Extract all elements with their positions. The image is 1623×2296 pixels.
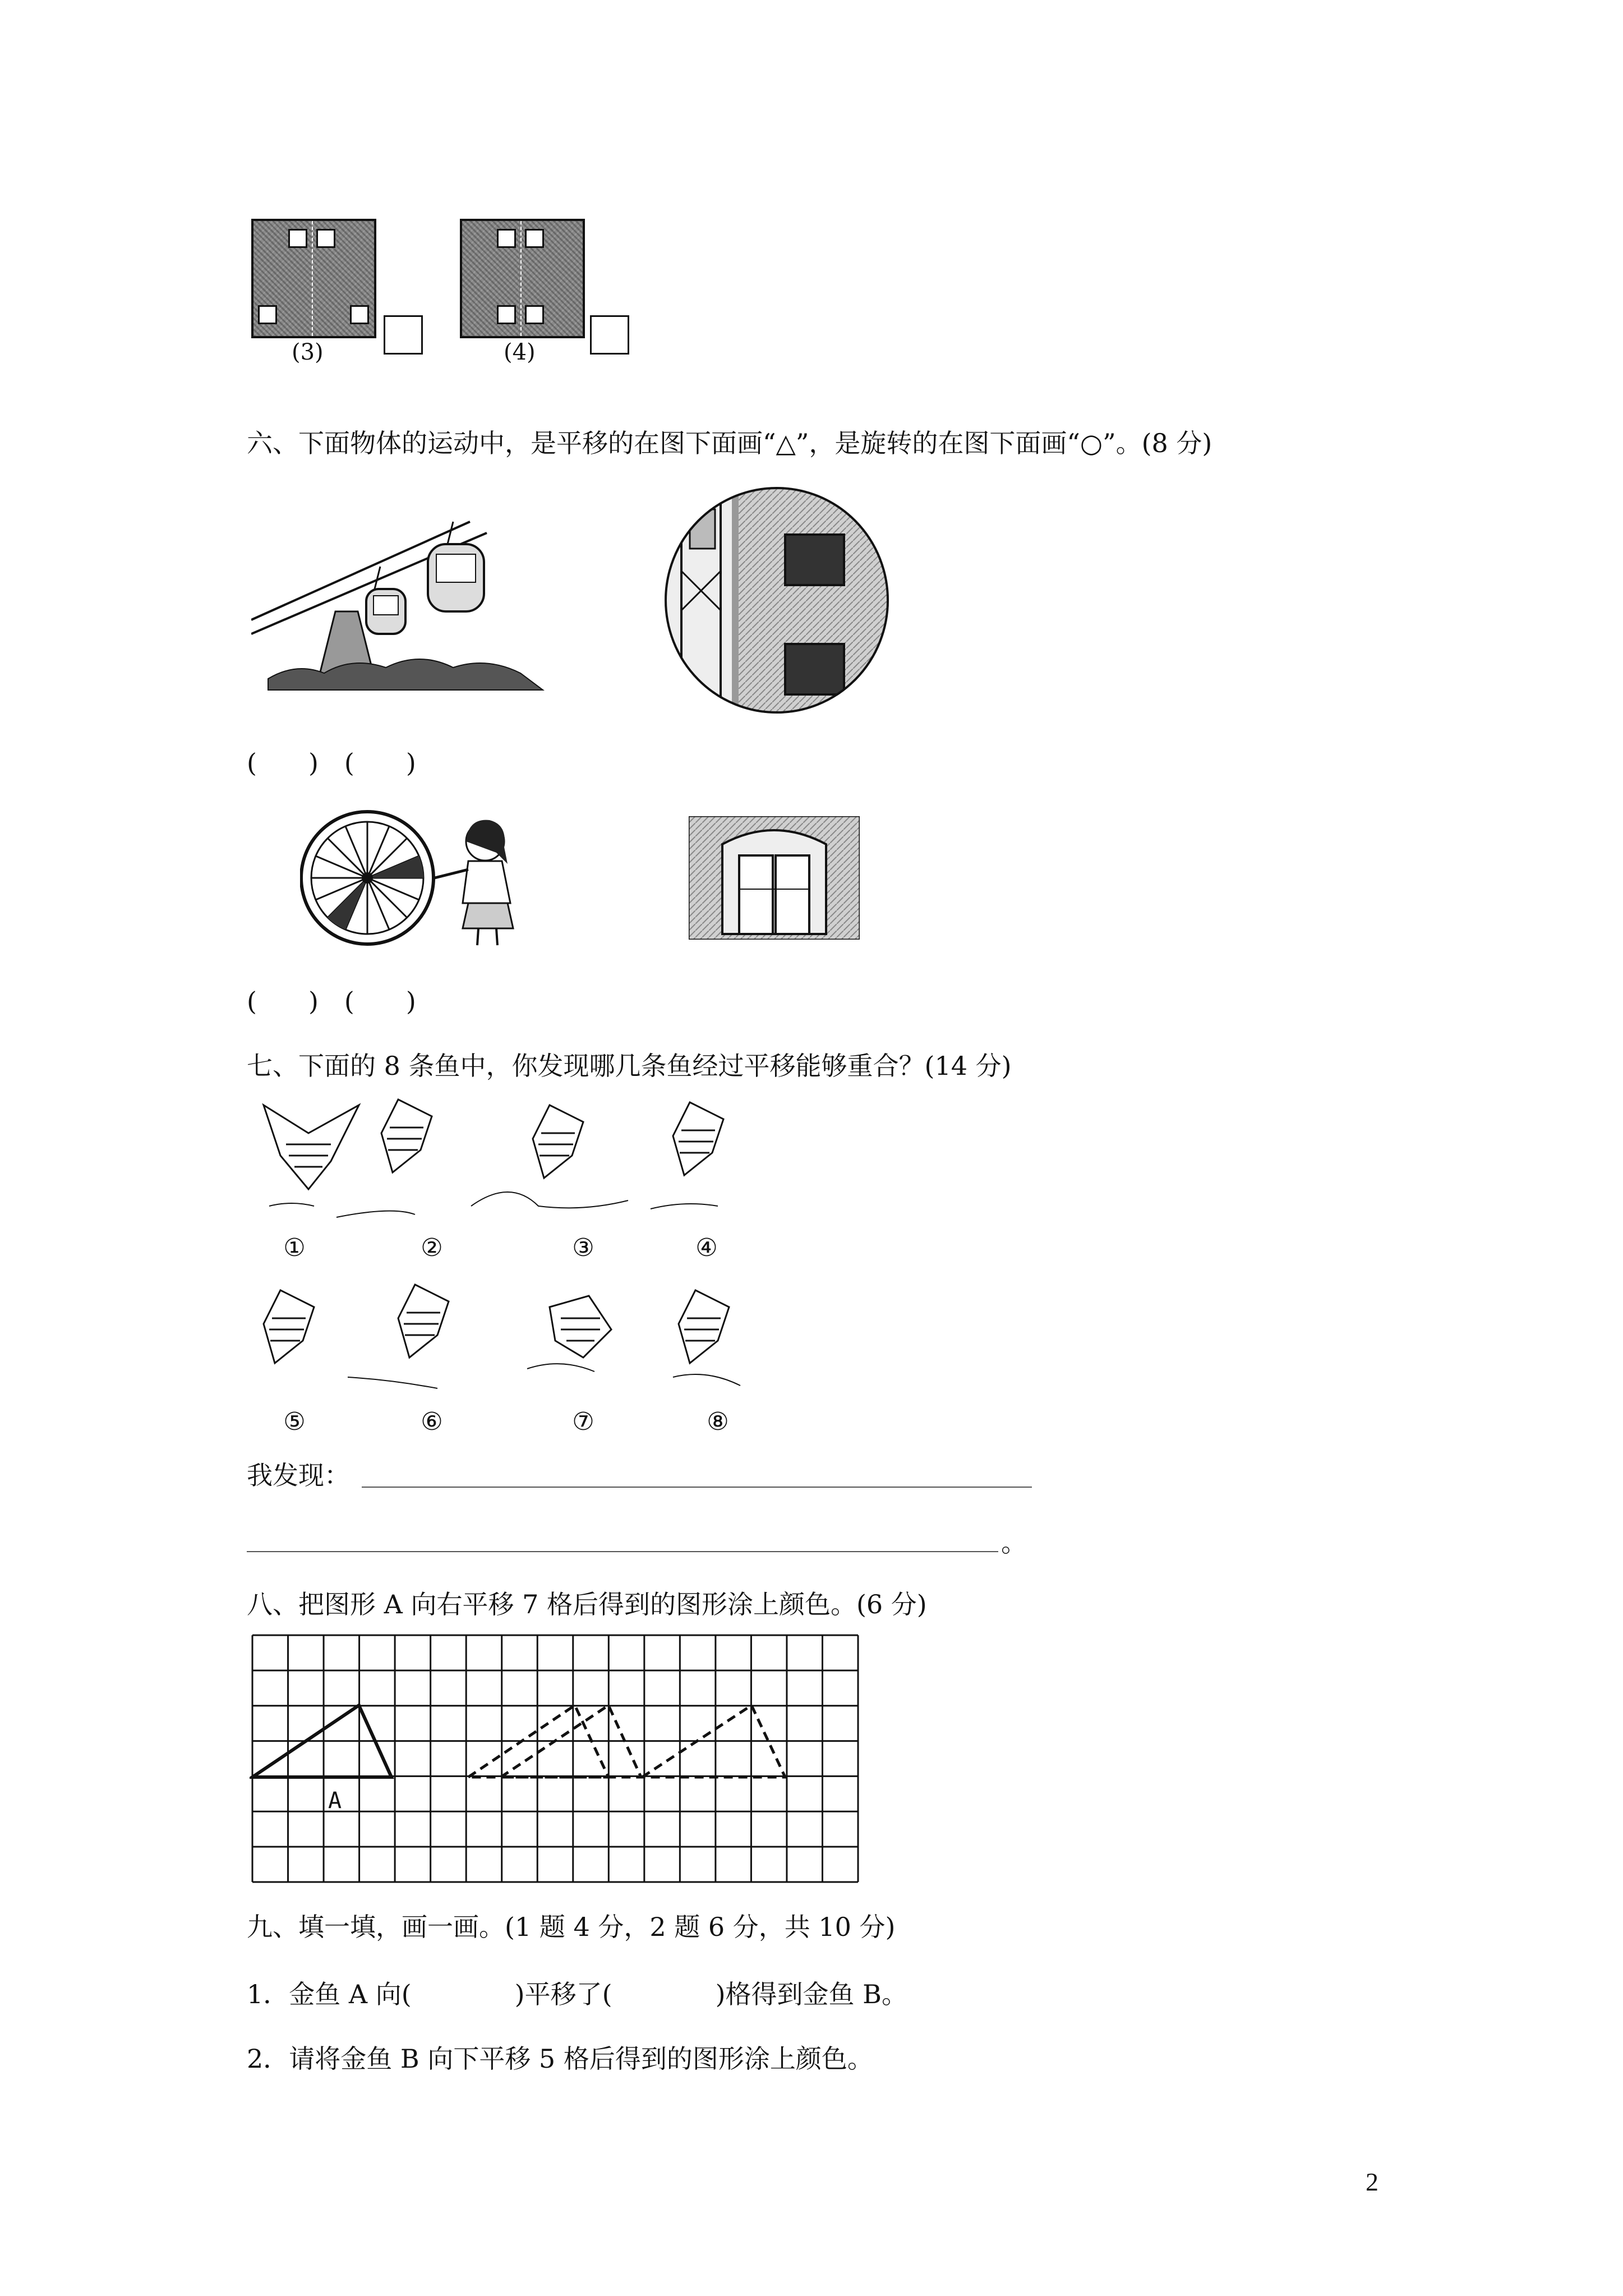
fish-1-label: ① [283,1234,306,1262]
figure-4-center-line [520,221,522,336]
section-9-question-1[interactable]: 1．金鱼 A 向( )平移了( )格得到金鱼 B。 [247,1979,907,2009]
section-6-answer-blanks-row-2[interactable]: ( ) ( ) [247,986,416,1016]
fish-7-label: ⑦ [572,1407,594,1436]
section-7-heading: 七、下面的 8 条鱼中，你发现哪几条鱼经过平移能够重合？(14 分) [247,1051,1012,1081]
fish-group-row-2 [247,1273,785,1408]
shape-a-label: A [328,1788,342,1814]
fish-4-label: ④ [695,1234,718,1262]
section-9-question-2: 2．请将金鱼 B 向下平移 5 格后得到的图形涂上颜色。 [247,2044,873,2074]
figure-4-small-square [525,305,544,324]
section-7-answer-line-1[interactable] [362,1487,1032,1488]
fish-2-label: ② [421,1234,443,1262]
window-picture [689,816,860,940]
figure-4-answer-box[interactable] [590,315,629,355]
figure-3-label: (3) [292,339,324,365]
wheel-and-girl-picture [300,808,536,948]
section-7-answer-end: 。 [1001,1527,1027,1558]
figure-4-small-square [497,229,516,248]
section-9-heading: 九、填一填，画一画。(1 题 4 分，2 题 6 分，共 10 分) [247,1912,896,1942]
section-6-heading: 六、下面物体的运动中，是平移的在图下面画“△”，是旋转的在图下面画“○”。(8 分) [247,428,1212,458]
cable-car-picture [251,499,548,693]
fish-6-label: ⑥ [421,1407,443,1436]
figure-3-answer-box[interactable] [384,315,423,355]
figure-3-small-square [288,229,307,248]
fish-group-row-1 [247,1094,785,1245]
translation-grid[interactable] [250,1632,861,1885]
fish-3-label: ③ [572,1234,594,1262]
fish-5-label: ⑤ [283,1407,306,1436]
figure-3-center-line [312,221,313,336]
page-number: 2 [1366,2168,1378,2196]
section-7-answer-line-2[interactable] [247,1551,998,1552]
figure-4-label: (4) [504,339,536,365]
figure-4-square [460,219,585,338]
figure-4-small-square [497,305,516,324]
figure-3-square [251,219,376,338]
figure-3-small-square [350,305,369,324]
section-6-answer-blanks-row-1[interactable]: ( ) ( ) [247,748,416,778]
section-7-answer-prefix: 我发现： [247,1460,350,1490]
elevator-building-picture [665,487,889,714]
figure-3-small-square [316,229,335,248]
fish-8-label: ⑧ [707,1407,729,1436]
figure-3-small-square [258,305,277,324]
figure-4-small-square [525,229,544,248]
section-8-heading: 八、把图形 A 向右平移 7 格后得到的图形涂上颜色。(6 分) [247,1589,927,1619]
